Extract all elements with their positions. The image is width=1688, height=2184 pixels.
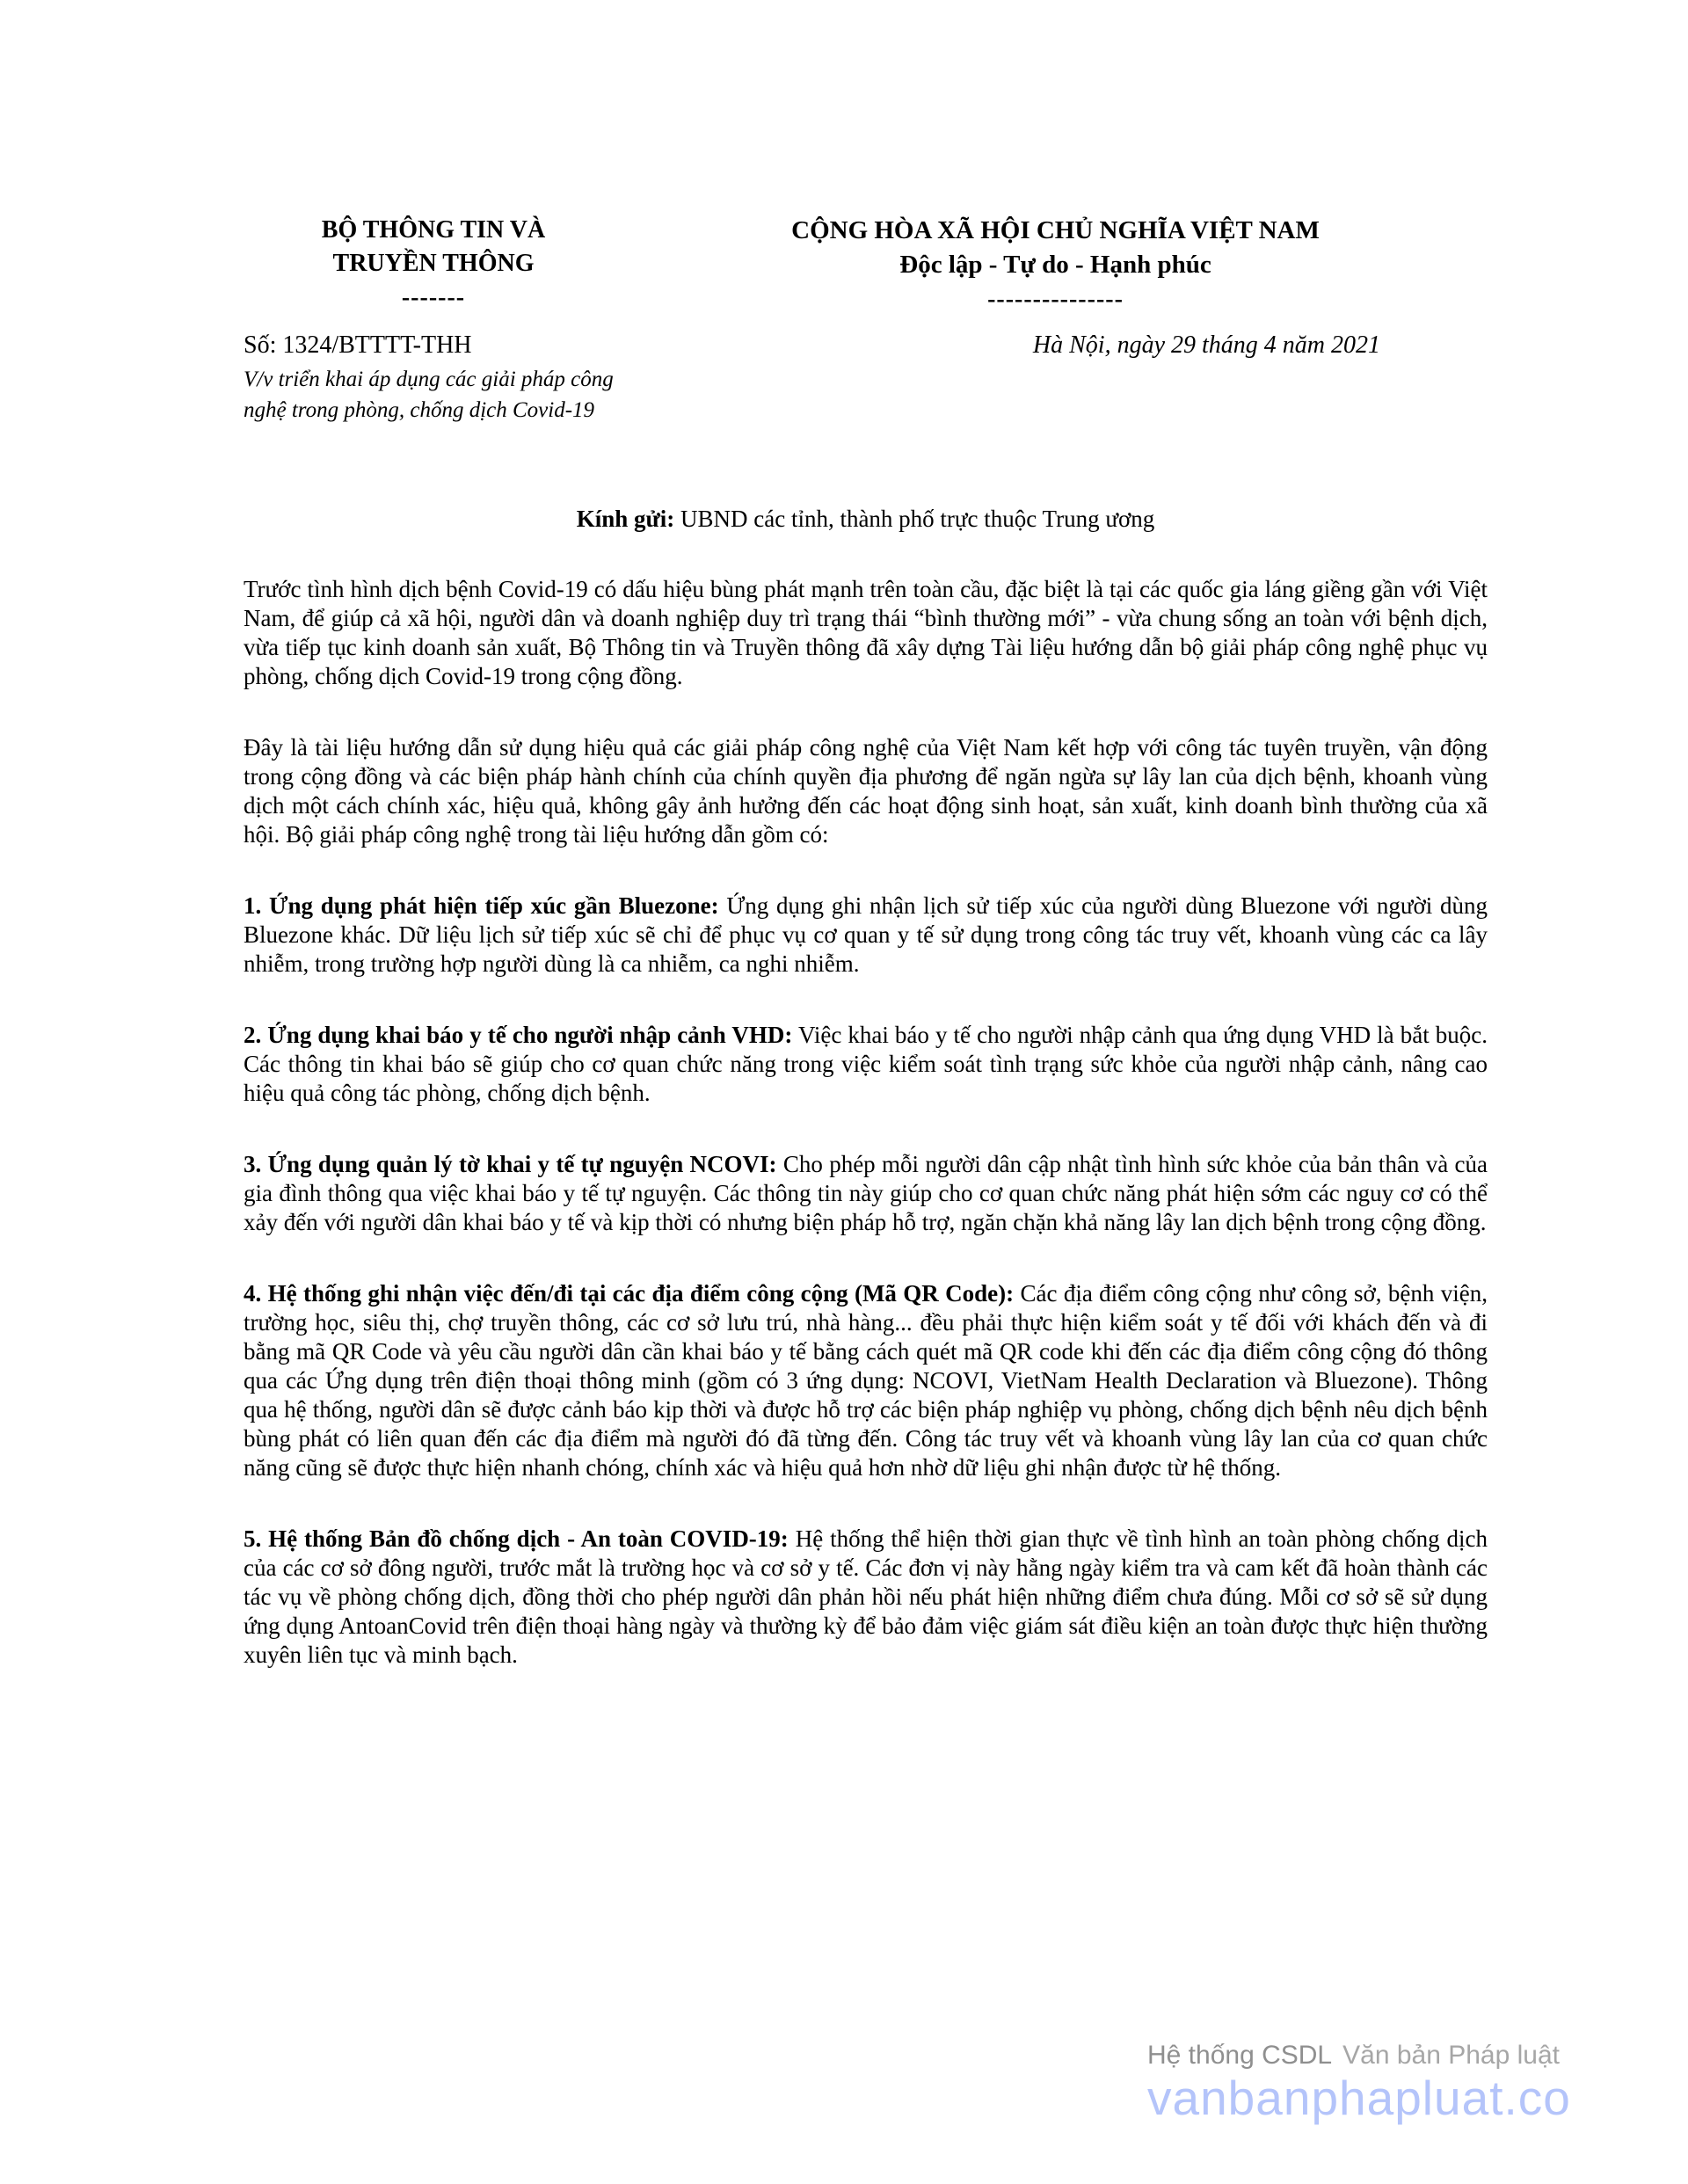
numbered-item-4-lead: 4. Hệ thống ghi nhận việc đến/đi tại các địa điểm công cộng (Mã QR Code): [244, 1280, 1015, 1307]
issuing-agency-line2: TRUYỀN THÔNG [332, 250, 535, 277]
numbered-item-1-lead: 1. Ứng dụng phát hiện tiếp xúc gần Bluezone: [244, 892, 719, 919]
numbered-item-2 [244, 1021, 1488, 1108]
numbered-item-1-text: Ứng dụng ghi nhận lịch sử tiếp xúc của người dùng Bluezone với người dùng Bluezone khác. Dữ liệu lịch sử tiếp xúc sẽ chỉ để phục vụ cơ quan y tế sử dụng trong công tác truy vết, khoanh vùng các ca lây nhiễm, trong trường hợp người dùng là ca nhiễm, ca nghi nhiễm. [244, 892, 1488, 977]
watermark [1147, 2040, 1571, 2124]
numbered-item-5 [244, 1525, 1488, 1670]
watermark-caption-part2: Văn bản Pháp luật [1342, 2041, 1560, 2070]
document-number: Số: 1324/BTTTT-THH [244, 331, 472, 359]
paragraph-intro-1: Trước tình hình dịch bệnh Covid-19 có dấu hiệu bùng phát mạnh trên toàn cầu, đặc biệt là tại các quốc gia láng giềng gần với Việt Nam, để giúp cả xã hội, người dân và doanh nghiệp duy trì trạng thái “bình thường mới” - vừa chung sống an toàn với bệnh dịch, vừa tiếp tục kinh doanh sản xuất, Bộ Thông tin và Truyền thông đã xây dựng Tài liệu hướng dẫn bộ giải pháp công nghệ phục vụ phòng, chống dịch Covid-19 trong cộng đồng. [244, 576, 1488, 689]
issuing-agency-line1: BỘ THÔNG TIN VÀ [321, 216, 546, 244]
document-body [244, 575, 1488, 1670]
right-divider-dashes: --------------- [987, 286, 1124, 313]
numbered-item-2-lead: 2. Ứng dụng khai báo y tế cho người nhập cảnh VHD: [244, 1022, 793, 1048]
document-subject-line2: nghệ trong phòng, chống dịch Covid-19 [244, 398, 595, 422]
numbered-item-3-text: Cho phép mỗi người dân cập nhật tình hình sức khỏe của bản thân và của gia đình thông qua việc khai báo y tế tự nguyện. Các thông tin này giúp cho cơ quan chức năng phát hiện sớm các nguy cơ có thể xảy đến với người dân khai báo y tế và kịp thời có nhưng biện pháp hỗ trợ, ngăn chặn khả năng lây lan dịch bệnh trong cộng đồng. [244, 1151, 1488, 1235]
document-meta-left [244, 330, 666, 426]
watermark-caption-part1: Hệ thống CSDL [1147, 2041, 1333, 2070]
document-header [244, 214, 1488, 317]
salutation-label: Kính gửi: [576, 506, 675, 532]
left-divider-dashes: ------- [401, 284, 466, 311]
document-meta [244, 330, 1488, 426]
national-motto-block [623, 214, 1488, 317]
paragraph-intro-2: Đây là tài liệu hướng dẫn sử dụng hiệu quả các giải pháp công nghệ của Việt Nam kết hợp với công tác tuyên truyền, vận động trong cộng đồng và các biện pháp hành chính của chính quyền địa phương để ngăn ngừa sự lây lan của dịch bệnh, khoanh vùng dịch một cách chính xác, hiệu quả, không gây ảnh hưởng đến các hoạt động sinh hoạt, sản xuất, kinh doanh bình thường của xã hội. Bộ giải pháp công nghệ trong tài liệu hướng dẫn gồm có: [244, 734, 1488, 848]
place-and-date: Hà Nội, ngày 29 tháng 4 năm 2021 [1032, 331, 1380, 359]
numbered-item-4-text: Các địa điểm công cộng như công sở, bệnh viện, trường học, siêu thị, chợ truyền thông, các cơ sở lưu trú, nhà hàng... đều phải thực hiện kiểm soát y tế đối với khách đến và đi bằng mã QR Code và yêu cầu người dân cần khai báo y tế bằng cách quét mã QR code khi đến các địa điểm công cộng đó thông qua các Ứng dụng trên điện thoại thông minh (gồm có 3 ứng dụng: NCOVI, VietNam Health Declaration và Bluezone). Thông qua hệ thống, người dân sẽ được cảnh báo kịp thời và được hỗ trợ các biện pháp nghiệp vụ phòng, chống dịch bệnh nêu dịch bệnh bùng phát có liên quan đến các địa điểm mà người đó đã từng đến. Công tác truy vết và khoanh vùng lây lan của cơ quan chức năng cũng sẽ được thực hiện nhanh chóng, chính xác và hiệu quả hơn nhờ dữ liệu ghi nhận được từ hệ thống. [244, 1280, 1488, 1481]
numbered-item-1 [244, 892, 1488, 979]
numbered-item-3-lead: 3. Ứng dụng quản lý tờ khai y tế tự nguyện NCOVI: [244, 1151, 777, 1177]
issuing-agency-block [244, 214, 623, 316]
watermark-site-name: vanbanphapluat.co [1147, 2071, 1571, 2125]
watermark-caption [1147, 2040, 1571, 2071]
salutation [244, 505, 1488, 534]
salutation-recipient: UBND các tỉnh, thành phố trực thuộc Trung ương [680, 506, 1155, 532]
document-content [244, 0, 1488, 1712]
national-motto: Độc lập - Tự do - Hạnh phúc [899, 251, 1211, 279]
numbered-item-5-lead: 5. Hệ thống Bản đồ chống dịch - An toàn COVID-19: [244, 1525, 789, 1552]
numbered-item-2-text: Việc khai báo y tế cho người nhập cảnh qua ứng dụng VHD là bắt buộc. Các thông tin khai báo sẽ giúp cho cơ quan chức năng trong việc kiểm soát tình trạng sức khỏe của người nhập cảnh, nâng cao hiệu quả công tác phòng, chống dịch bệnh. [244, 1022, 1488, 1106]
document-subject [244, 364, 666, 426]
numbered-item-3 [244, 1150, 1488, 1237]
numbered-item-4 [244, 1279, 1488, 1482]
numbered-item-5-text: Hệ thống thể hiện thời gian thực về tình hình an toàn phòng chống dịch của các cơ sở đông người, trước mắt là trường học và cơ sở y tế. Các đơn vị này hằng ngày kiểm tra và cam kết đã hoàn thành các tác vụ về phòng chống dịch, đồng thời cho phép người dân phản hồi nếu phát hiện những điểm chưa đúng. Mỗi cơ sở sẽ sử dụng ứng dụng AntoanCovid trên điện thoại hàng ngày và thường kỳ để bảo đảm việc giám sát điều kiện an toàn được thực hiện thường xuyên liên tục và minh bạch. [244, 1525, 1488, 1668]
national-title: CỘNG HÒA XÃ HỘI CHỦ NGHĨA VIỆT NAM [791, 216, 1320, 244]
document-subject-line1: V/v triển khai áp dụng các giải pháp công [244, 368, 614, 391]
